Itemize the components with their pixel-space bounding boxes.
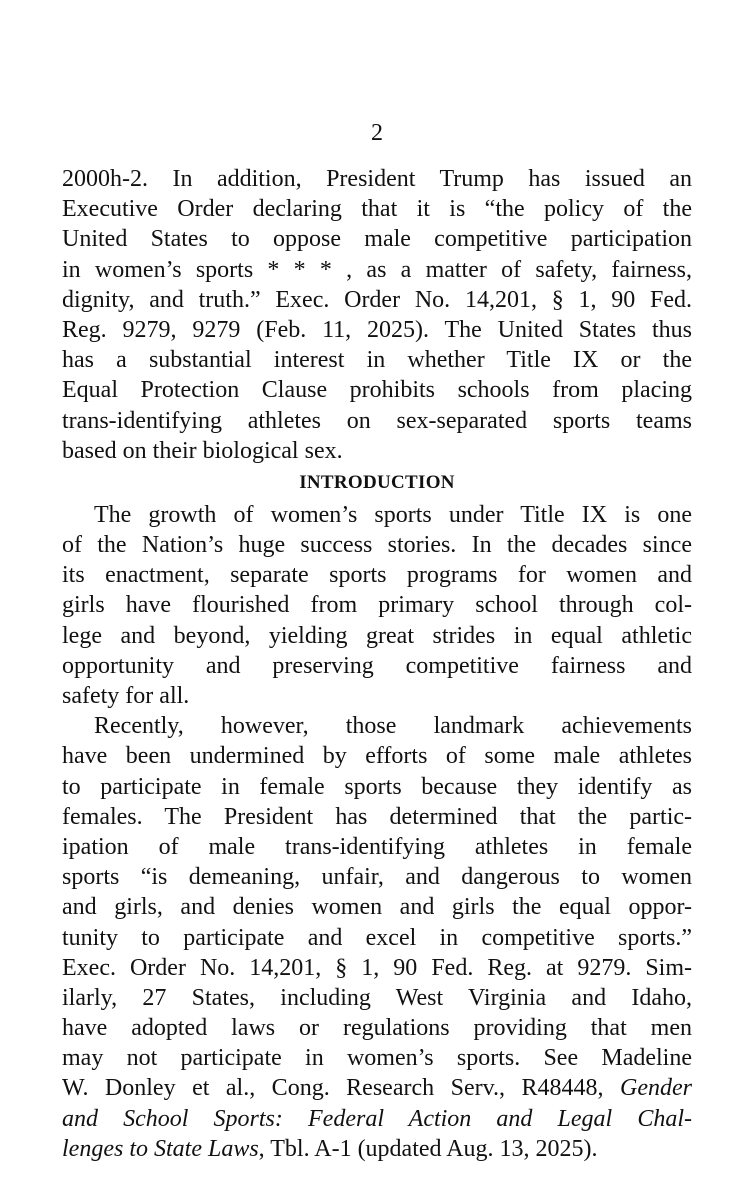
text-line: sports “is demeaning, unfair, and dangerous to women	[62, 864, 692, 891]
text-line: Equal Protection Clause prohibits schools from placing	[62, 377, 692, 404]
text-line	[62, 1134, 692, 1164]
text-line: Recently, however, those landmark achievements	[94, 713, 692, 740]
text-line: and girls, and denies women and girls the equal oppor-	[62, 894, 692, 921]
text-line: 2000h-2. In addition, President Trump has issued an	[62, 166, 692, 192]
text-line: to participate in female sports because they identify as	[62, 773, 692, 800]
paragraph-1	[62, 164, 692, 466]
text-line: dignity, and truth.” Exec. Order No. 14,201, § 1, 90 Fed.	[62, 286, 692, 313]
citation-title: and School Sports: Federal Action and Legal Chal-	[62, 1105, 692, 1132]
citation-text: W. Donley et al., Cong. Research Serv., R48448,	[62, 1075, 604, 1102]
document-page	[62, 118, 692, 1164]
text-line: ipation of male trans-identifying athletes in female	[62, 833, 692, 860]
section-heading: INTRODUCTION	[299, 471, 455, 493]
text-line: Exec. Order No. 14,201, § 1, 90 Fed. Reg. at 9279. Sim-	[62, 954, 692, 981]
text-line: in women’s sports * * * , as a matter of safety, fairness,	[62, 256, 692, 283]
page-number: 2	[371, 120, 383, 146]
text-line: Reg. 9279, 9279 (Feb. 11, 2025). The United States thus	[62, 316, 692, 343]
text-line: based on their biological sex.	[62, 437, 343, 464]
text-line: girls have flourished from primary school through col-	[62, 592, 692, 619]
text-line: United States to oppose male competitive participation	[62, 226, 692, 253]
text-line: its enactment, separate sports programs for women and	[62, 562, 692, 589]
text-line: have been undermined by efforts of some male athletes	[62, 743, 692, 770]
paragraph-2	[62, 500, 692, 711]
text-line: opportunity and preserving competitive fairness and	[62, 652, 692, 679]
text-line: females. The President has determined that the partic-	[62, 803, 692, 830]
text-line	[62, 1104, 692, 1134]
text-line: have adopted laws or regulations providing that men	[62, 1015, 692, 1042]
text-line: lege and beyond, yielding great strides in equal athletic	[62, 622, 692, 649]
text-line: of the Nation’s huge success stories. In the decades since	[62, 532, 692, 559]
paragraph-3	[62, 711, 692, 1164]
text-line: Executive Order declaring that it is “the policy of the	[62, 196, 692, 223]
citation-title: lenges to State Laws	[62, 1135, 259, 1162]
text-line: tunity to participate and excel in competitive sports.”	[62, 924, 692, 951]
text-line: The growth of women’s sports under Title IX is one	[94, 501, 692, 528]
text-line: safety for all.	[62, 683, 190, 709]
citation-title: Gender	[620, 1075, 692, 1102]
text-line: may not participate in women’s sports. See Madeline	[62, 1045, 692, 1072]
text-line: has a substantial interest in whether Title IX or the	[62, 347, 692, 374]
citation-text: , Tbl. A-1 (updated Aug. 13, 2025).	[258, 1135, 598, 1162]
text-line: ilarly, 27 States, including West Virginia and Idaho,	[62, 984, 692, 1011]
text-line: trans-identifying athletes on sex-separated sports teams	[62, 407, 692, 434]
text-line	[62, 1073, 692, 1103]
